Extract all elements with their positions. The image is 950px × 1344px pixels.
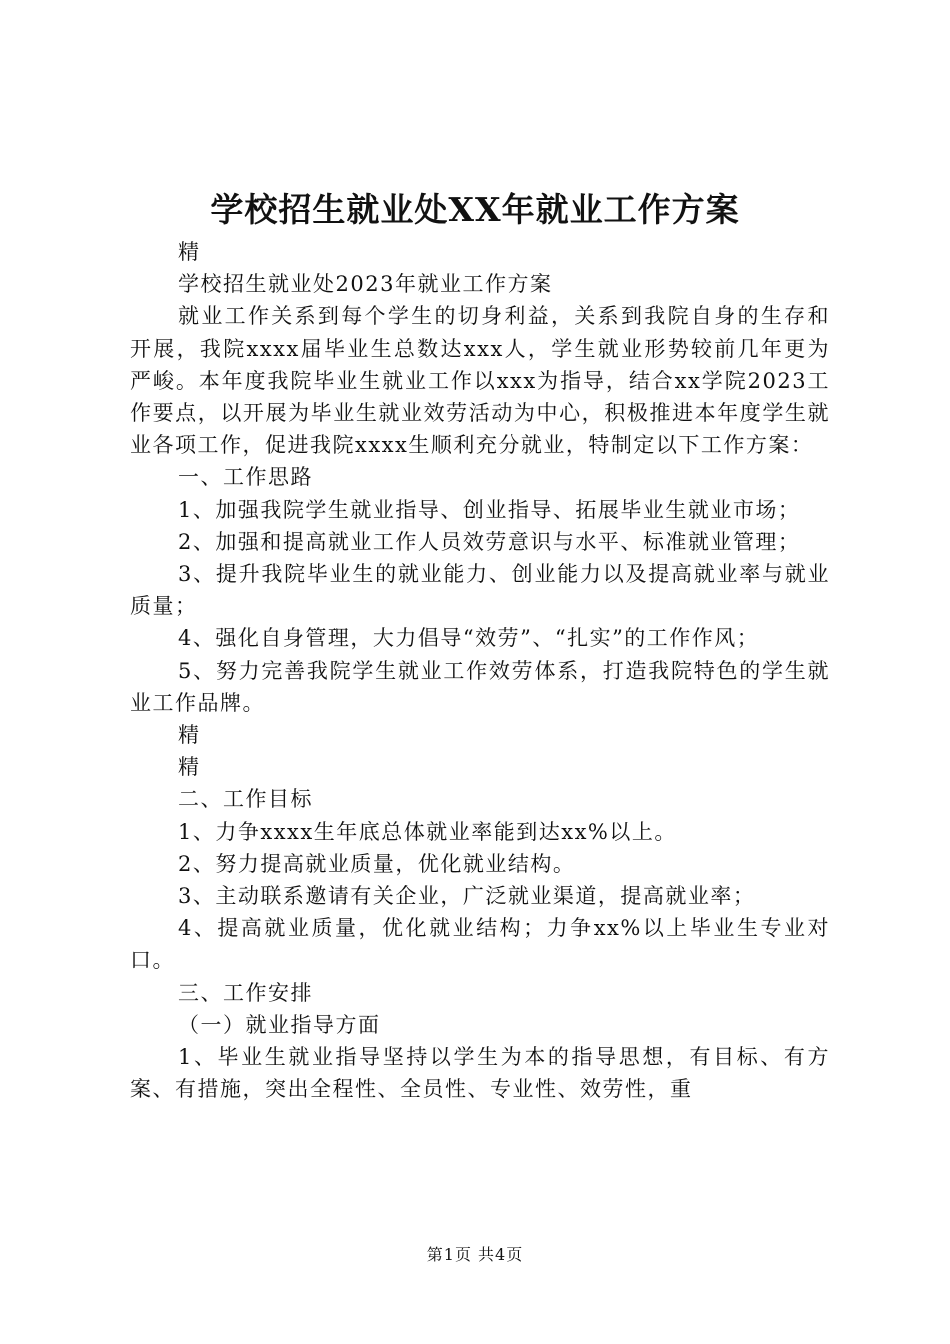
paragraph: 学校招生就业处2023年就业工作方案: [178, 272, 553, 297]
paragraph: 1、毕业生就业指导坚持以学生为本的指导思想，有目标、有方案、有措施，突出全程性、全员性、专业性、效劳性，重: [130, 1045, 830, 1102]
paragraph: 1、加强我院学生就业指导、创业指导、拓展毕业生就业市场；: [178, 497, 801, 522]
paragraph: 精: [178, 240, 201, 264]
document-body: [130, 236, 830, 1105]
page-number-footer: 第1页 共4页: [426, 1245, 524, 1264]
paragraph: 4、强化自身管理，大力倡导“效劳”、“扎实”的工作作风；: [178, 626, 760, 651]
paragraph: 精: [178, 723, 201, 748]
paragraph: 精: [178, 755, 201, 780]
paragraph: 2、加强和提高就业工作人员效劳意识与水平、标准就业管理；: [178, 529, 801, 554]
paragraph: 3、主动联系邀请有关企业，广泛就业渠道，提高就业率；: [178, 884, 756, 909]
paragraph: 5、努力完善我院学生就业工作效劳体系，打造我院特色的学生就业工作品牌。: [130, 658, 830, 715]
paragraph: 4、提高就业质量，优化就业结构；力争xx%以上毕业生专业对口。: [130, 916, 830, 973]
document-title: 学校招生就业处XX年就业工作方案: [210, 190, 740, 229]
section-heading: 一、工作思路: [178, 465, 313, 490]
paragraph: 3、提升我院毕业生的就业能力、创业能力以及提高就业率与就业质量；: [130, 562, 830, 619]
paragraph: 2、努力提高就业质量，优化就业结构。: [178, 851, 576, 876]
subsection-heading: （一）就业指导方面: [178, 1012, 381, 1037]
paragraph: 就业工作关系到每个学生的切身利益，关系到我院自身的生存和开展，我院xxxx届毕业生总数达xxx人，学生就业形势较前几年更为严峻。本年度我院毕业生就业工作以xxx为指导，结合xx学院2023工作要点，以开展为毕业生就业效劳活动为中心，积极推进本年度学生就业各项工作，促进我院xxxx生顺利充分就业，特制定以下工作方案：: [130, 304, 830, 458]
section-heading: 三、工作安排: [178, 980, 313, 1005]
section-heading: 二、工作目标: [178, 787, 313, 812]
paragraph: 1、力争xxxx生年底总体就业率能到达xx%以上。: [178, 819, 677, 844]
